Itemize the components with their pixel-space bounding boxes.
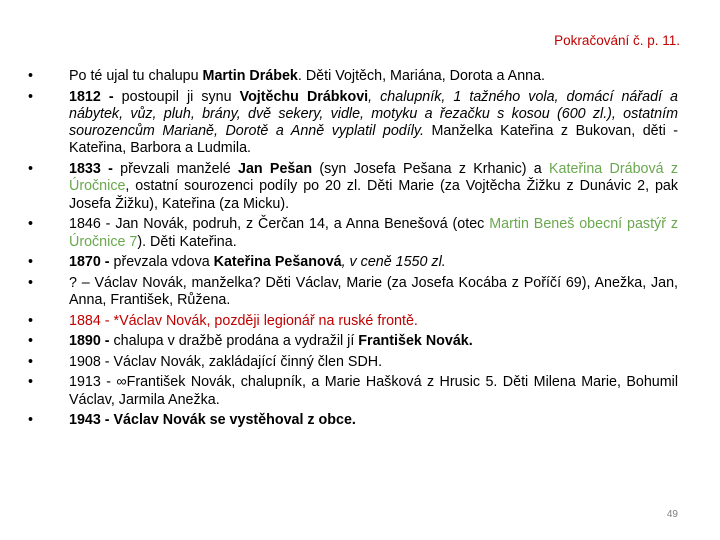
entry-text-segment: Kateřina Drábová z Úročnice bbox=[69, 161, 679, 195]
entry-text-segment: František Novák. bbox=[358, 333, 473, 350]
entry-text-segment: Martin Beneš obecní pastýř z Úročnice 7 bbox=[69, 216, 678, 250]
history-bullet-list bbox=[28, 68, 678, 433]
entry-text-segment: 1833 - bbox=[69, 161, 121, 178]
entry-text-segment: převzala vdova bbox=[113, 254, 214, 271]
entry-text-segment: Vojtěchu Drábkovi bbox=[239, 88, 369, 105]
entry-text-segment: 1812 - bbox=[69, 88, 122, 105]
entry-text-segment: , chalupník, 1 tažného vola, domácí nářadí a nábytek, vůz, pluh, brány, dvě sekery, vidle, motyku a řezačku s kosou (600 zl.), ostatním sourozencům Marianě, Dorotě a Anně vyplatil podíly. bbox=[69, 88, 679, 140]
history-entry bbox=[28, 412, 678, 429]
entry-text-segment: Manželka Kateřina z Bukovan, děti - Kateřina, Barbora a Ludmila. bbox=[69, 123, 679, 157]
entry-text-segment: ). Děti Kateřina. bbox=[137, 233, 237, 250]
history-entry bbox=[28, 354, 678, 371]
history-entry bbox=[28, 275, 678, 310]
page-number: 49 bbox=[666, 509, 678, 520]
entry-text-segment: 1913 - ∞František Novák, chalupník, a Marie Hašková z Hrusic 5. Děti Milena Marie, Bohumil Václav, Jarmila Anežka. bbox=[69, 374, 678, 408]
entry-text-segment: 1884 - *Václav Novák, později legionář na ruské frontě. bbox=[69, 312, 418, 329]
history-entry bbox=[28, 254, 678, 271]
history-entry bbox=[28, 313, 678, 330]
entry-text-segment: Martin Drábek bbox=[202, 68, 298, 84]
entry-text-segment: postoupil ji synu bbox=[121, 88, 240, 105]
entry-text-segment: , ostatní sourozenci podíly po 20 zl. Děti Marie (za Vojtěcha Žižku z Dunávic 2, pak Josefa Žižku), Kateřina (za Micku). bbox=[69, 178, 678, 212]
history-entry bbox=[28, 68, 678, 85]
entry-text-segment: Jan Pešan bbox=[238, 161, 313, 178]
continuation-header: Pokračování č. p. 11. bbox=[554, 33, 680, 48]
entry-text-segment: . Děti Vojtěch, Mariána, Dorota a Anna. bbox=[297, 68, 546, 84]
entry-text-segment: 1846 - Jan Novák, podruh, z Čerčan 14, a Anna Benešová (otec bbox=[69, 216, 490, 233]
entry-text-segment: Po té ujal tu chalupu bbox=[69, 68, 203, 84]
entry-text-segment: , v ceně 1550 zl. bbox=[341, 254, 446, 271]
history-entry bbox=[28, 374, 678, 409]
entry-text-segment: Kateřina Pešanová bbox=[213, 254, 342, 271]
entry-text-segment: chalupa v dražbě prodána a vydražil jí bbox=[113, 333, 359, 350]
history-entry bbox=[28, 161, 678, 213]
entry-text-segment: (syn Josefa Pešana z Krhanic) a bbox=[312, 161, 549, 178]
entry-text-segment: 1943 - Václav Novák se vystěhoval z obce. bbox=[69, 412, 356, 429]
entry-text-segment: převzali manželé bbox=[120, 161, 239, 178]
entry-text-segment: 1870 - bbox=[69, 254, 114, 271]
entry-text-segment: 1908 - Václav Novák, zakládající činný člen SDH. bbox=[69, 353, 383, 370]
history-entry bbox=[28, 89, 678, 158]
history-entry bbox=[28, 216, 678, 251]
entry-text-segment: ? – Václav Novák, manželka? Děti Václav, Marie (za Josefa Kocába z Poříčí 69), Anežka, Jan, Anna, František, Růžena. bbox=[69, 274, 678, 309]
history-entry bbox=[28, 333, 678, 350]
entry-text-segment: 1890 - bbox=[69, 333, 114, 350]
